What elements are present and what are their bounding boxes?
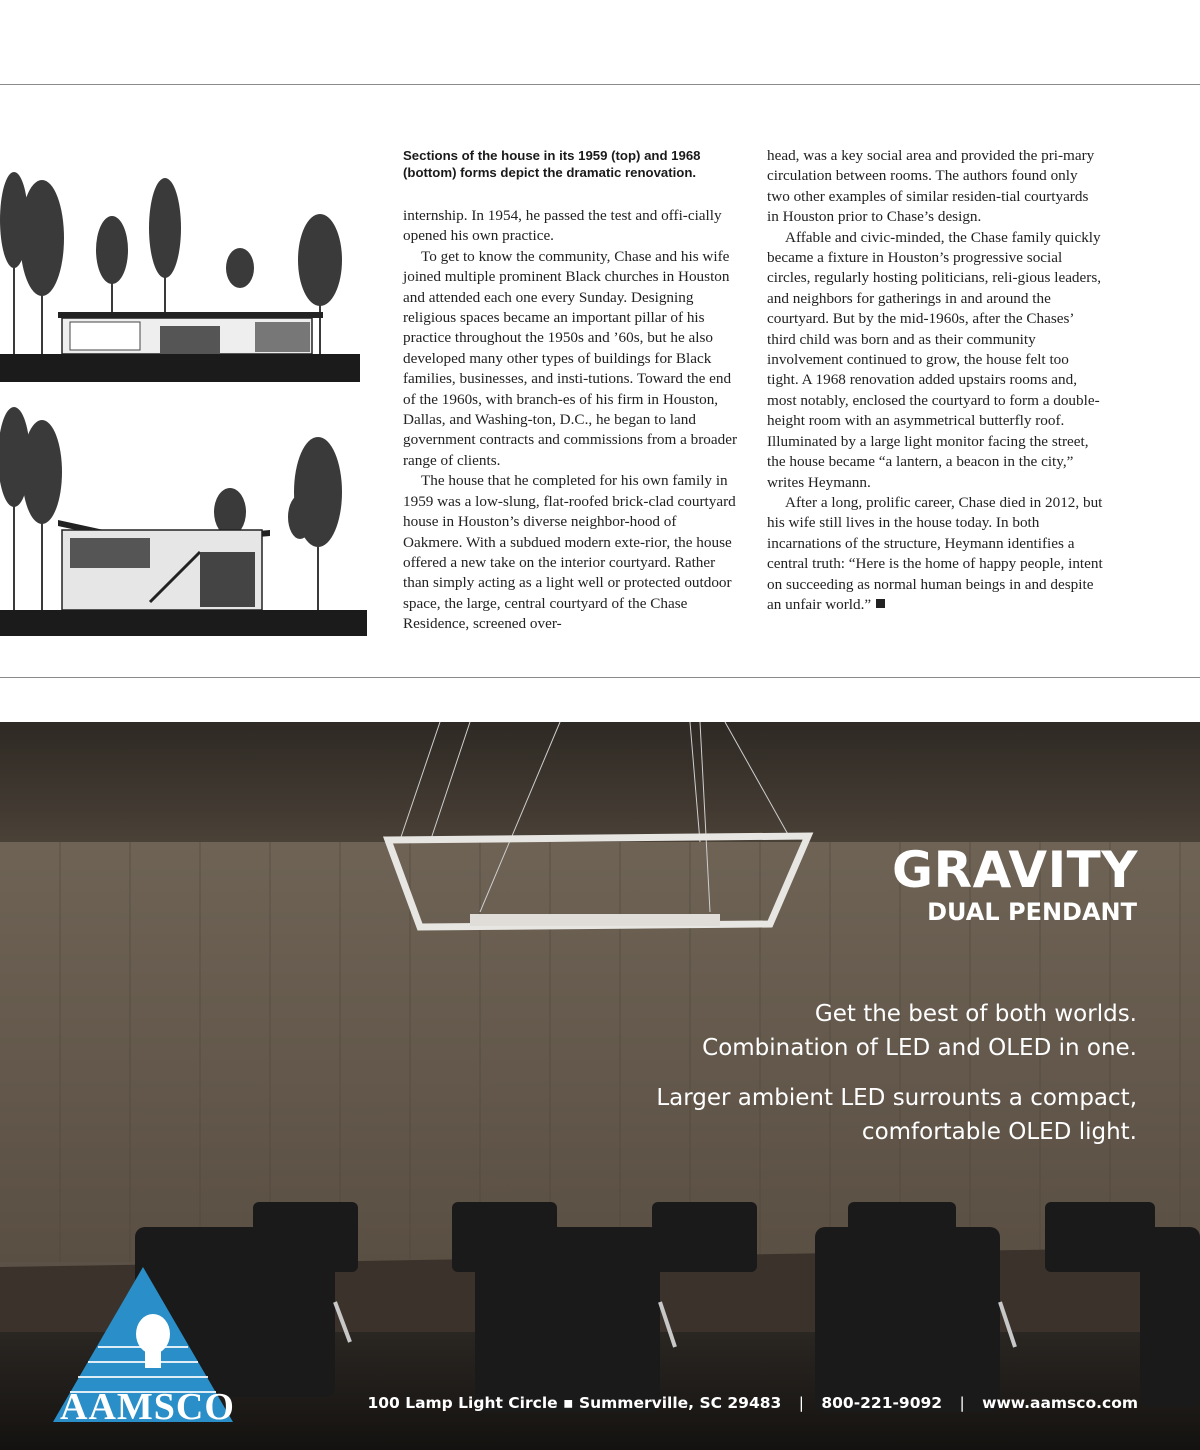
separator: |	[959, 1394, 965, 1412]
city: Summerville, SC 29483	[578, 1394, 782, 1412]
phone: 800-221-9092	[821, 1394, 943, 1412]
top-rule	[0, 84, 1200, 85]
ad-copy-line: Get the best of both worlds.	[814, 1001, 1137, 1027]
ad-copy-1	[537, 997, 1137, 1065]
ad-footer	[367, 1394, 1138, 1412]
ad-subtitle: DUAL PENDANT	[927, 898, 1137, 926]
article-column-1	[403, 206, 739, 635]
ad-copy-line: comfortable OLED light.	[861, 1119, 1137, 1145]
paragraph-text: After a long, prolific career, Chase died in 2012, but his wife still lives in the house today. In both incarnations of the structure, Heymann identifies a central truth: “Here is the home of happy people, intent on succeeding as normal human beings in and despite an unfair world.”	[767, 493, 1103, 613]
section-drawing-1968	[0, 402, 367, 636]
logo-wordmark: AAMSCO	[60, 1386, 235, 1428]
article-column-2	[767, 146, 1103, 615]
bottom-rule	[0, 677, 1200, 678]
separator: |	[798, 1394, 804, 1412]
paragraph	[767, 493, 1103, 615]
figure-caption: Sections of the house in its 1959 (top) and 1968 (bottom) forms depict the dramatic renovation.	[403, 148, 701, 180]
paragraph: head, was a key social area and provided the pri-mary circulation between rooms. The authors found only two other examples of similar residen-tial courtyards in Houston prior to Chase’s design.	[767, 147, 1095, 226]
advertisement	[0, 722, 1200, 1450]
paragraph: internship. In 1954, he passed the test and offi-cially opened his own practice.	[403, 207, 722, 245]
section-drawing-1959	[0, 150, 367, 382]
end-mark-icon	[876, 599, 885, 608]
paragraph: To get to know the community, Chase and his wife joined multiple prominent Black churches in Houston and attended each one every Sunday. Designing religious spaces became an important pillar of his practice throughout the 1950s and ’60s, but he also developed many other types of buildings for Black families, businesses, and insti-tutions. Toward the end of the 1960s, with branch-es of his firm in Houston, Dallas, and Washing-ton, D.C., he began to land government contracts and commissions from a broader range of clients.	[403, 247, 738, 469]
ad-title: GRAVITY	[892, 841, 1138, 899]
address: 100 Lamp Light Circle	[367, 1394, 558, 1412]
website-link[interactable]: www.aamsco.com	[982, 1394, 1138, 1412]
bullet-icon: ▪	[563, 1394, 579, 1412]
paragraph: The house that he completed for his own family in 1959 was a low-slung, flat-roofed brick-clad courtyard house in Houston’s diverse neighbor-hood of Oakmere. With a subdued modern exte-rior, the house offered a new take on the interior courtyard. Rather than simply acting as a light well or protected outdoor space, the large, central courtyard of the Chase Residence, screened over-	[403, 472, 736, 633]
ad-copy-line: Combination of LED and OLED in one.	[702, 1035, 1137, 1061]
ad-copy-2	[537, 1081, 1137, 1149]
ad-copy-line: Larger ambient LED surrounts a compact,	[656, 1085, 1137, 1111]
paragraph: Affable and civic-minded, the Chase family quickly became a fixture in Houston’s progressive social circles, regularly hosting politicians, reli-gious leaders, and neighbors for gatherings in and around the courtyard. But by the mid-1960s, after the Chases’ third child was born and as their community involvement continued to grow, the house felt too tight. A 1968 renovation added upstairs rooms and, most notably, enclosed the courtyard to form a double-height room with an asymmetrical butterfly roof. Illuminated by a large light monitor facing the street, the house became “a lantern, a beacon in the city,” writes Heymann.	[767, 228, 1102, 491]
